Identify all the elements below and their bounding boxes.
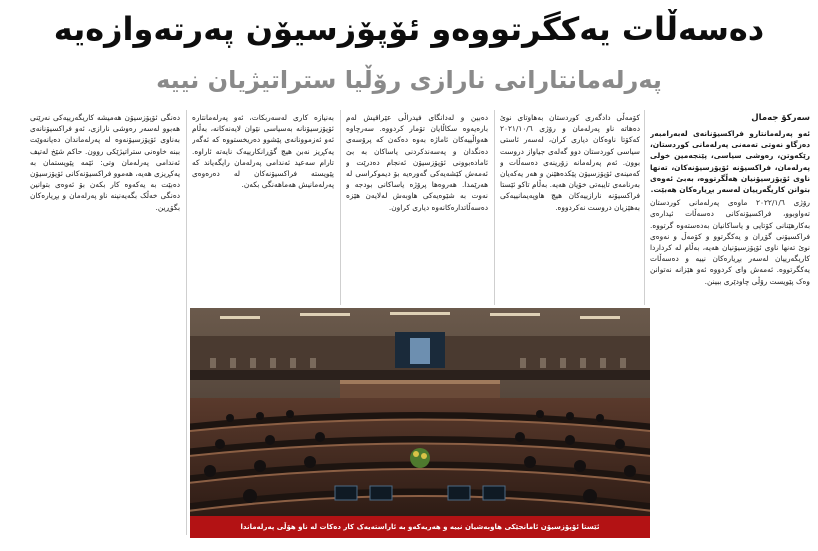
parliament-photo xyxy=(190,308,650,516)
article-column-5 xyxy=(30,112,180,537)
byline: سەرکۆ جەمال xyxy=(751,113,810,123)
column-divider xyxy=(186,110,187,535)
column-5-text: دەنگی ئۆپۆزسیۆن هەمیشە کاریگەرییەکی نەرێنی هەبوو لەسەر رەوشی نارازی، ئەو فراکسیۆنانەی بەناوی ئۆپۆزسیۆنەوە لە پەرلەماندان دەیانەوێت ببنە خاوەنی ستراتیژێکی روون. حاکم شێخ لەتیف ئەندامی پەرلەمان وتی: ئێمە پێویستمان بە یەکڕیزی هەیە، هەموو فراکسیۆنەکانی ئۆپۆزسیۆن دەبێت بە یەکەوە کار بکەن بۆ ئەوەی بتوانین دەنگی خەڵک بگەیەنینە ناو پەرلەمان و بڕیارەکان بگۆڕین. xyxy=(30,113,180,212)
column-4-text: بەنیازە کاری لەسەربکات، ئەو پەرلەمانتارە ئۆپۆزسیۆنانە بەسیاسی نێوان لایەنەکانە، بەڵام ئەو ئەزموونانەی پێشوو دەریخستووە کە ئەگەر یەکڕیز نەبن هیچ گۆڕانکارییەک نایەتە ئاراوە. تارام سەعید ئەندامی پەرلەمان رایگەیاند کە پێویستە فراکسیۆنەکان لە دەرەوەی پەرلەمانیش هەماهەنگی بکەن. xyxy=(192,113,334,190)
column-divider xyxy=(494,110,495,305)
column-1-lead: ئەو پەرلەمانتارو فراکسیۆنانەی لەبەرامبەر دەزگاو نەوتی تەمەنی پەرلەمانی کوردستان، رێکەوتن، رەوشی سیاسی، پێنجەمین خولی پەرلەمان، فراکسیۆنە ئۆپۆزسیۆنەکان، تەنها ناوی ئۆپۆزسیۆنیان هەڵگرتووە، بەبێ ئەوەی بتوانن کاریگەرییان لەسەر بڕیارەکان هەبێت. xyxy=(650,129,810,195)
article-column-4 xyxy=(192,112,334,304)
article-column-3 xyxy=(346,112,488,304)
column-divider xyxy=(340,110,341,305)
photo-caption: ئێستا ئۆپۆزسیۆن ئامانجێکی هاوبەشیان نییە و هەریەکەو بە ئاراستەیەک کار دەکات لە ناو هۆڵی پەرلەماندا xyxy=(190,516,650,538)
article-column-2 xyxy=(500,112,640,304)
column-2-text: کۆمەڵی دادگەری کوردستان بەهاوتای نوێ دەهاتە ناو پەرلەمان و رۆژی ٢٠٢١/١٠/٦ کەکۆتا ناوەکان دیاری کران، لەسەر ئاستی سیاسی کوردستان دوو گەلەی جیاواز دروست بوون. ئەم پەرلەمانە زۆرینەی دەسەڵات و کەمینەی ئۆپۆزسیۆن پێکدەهێنن و هەر یەکەیان بەرنامەی تایبەتی خۆیان هەیە. بەڵام تاکو ئێستا فراکسیۆنە نارازییەکان هیچ هاوپەیمانییەکی بەهێزیان دروست نەکردووە. xyxy=(500,113,640,212)
article-column-1 xyxy=(650,112,810,542)
subheadline: پەرلەمانتارانی نارازی رۆڵیا ستراتیژیان نییە xyxy=(156,66,662,94)
column-3-text: دەبین و لەدانگای فیدراڵی عێراقیش لەم بارەیەوە سکاڵایان تۆمار کردووە. سەرچاوە هەواڵییەکان ئاماژە بەوە دەکەن کە پرۆسەی دەنگدان و پەسەندکردنی یاساکان بە بێ ئامادەبوونی ئۆپۆزسیۆن ئەنجام دەدرێت و ئەمەش کێشەیەکی گەورەیە بۆ دیموکراسی لە هەرێمدا. هەروەها پرۆژە یاساکانی بودجە و نەوت بە شێوەیەکی هاوبەش لەلایەن هێزە دەسەڵاتدارەکانەوە دیاری کراون. xyxy=(346,113,488,212)
column-divider xyxy=(644,110,645,305)
headline: دەسەڵات یەکگرتووەو ئۆپۆزسیۆن پەرتەوازەیە xyxy=(53,10,765,48)
column-1-text: رۆژی ٢٠٢٢/١/٦ ماوەی پەرلەمانی کوردستان تەواوبوو، فراکسیۆنەکانی دەسەڵات ئیدارەی بەکارهێنانی کۆتایی و یاساکانیان بەدەستەوە گرتووە. فراکسیۆنی گۆڕان و یەکگرتوو و کۆمەڵ و نەوەی نوێ تەنها ناوی ئۆپۆزسیۆنیان هەیە، بەڵام لە کرداردا کاریگەرییان لەسەر بڕیارەکان نییە و دەسەڵات یەکگرتووە. ئەمەش وای کردووە ئەو هێزانە نەتوانن وەک پێویست رۆڵی چاودێری ببینن. xyxy=(650,198,810,286)
